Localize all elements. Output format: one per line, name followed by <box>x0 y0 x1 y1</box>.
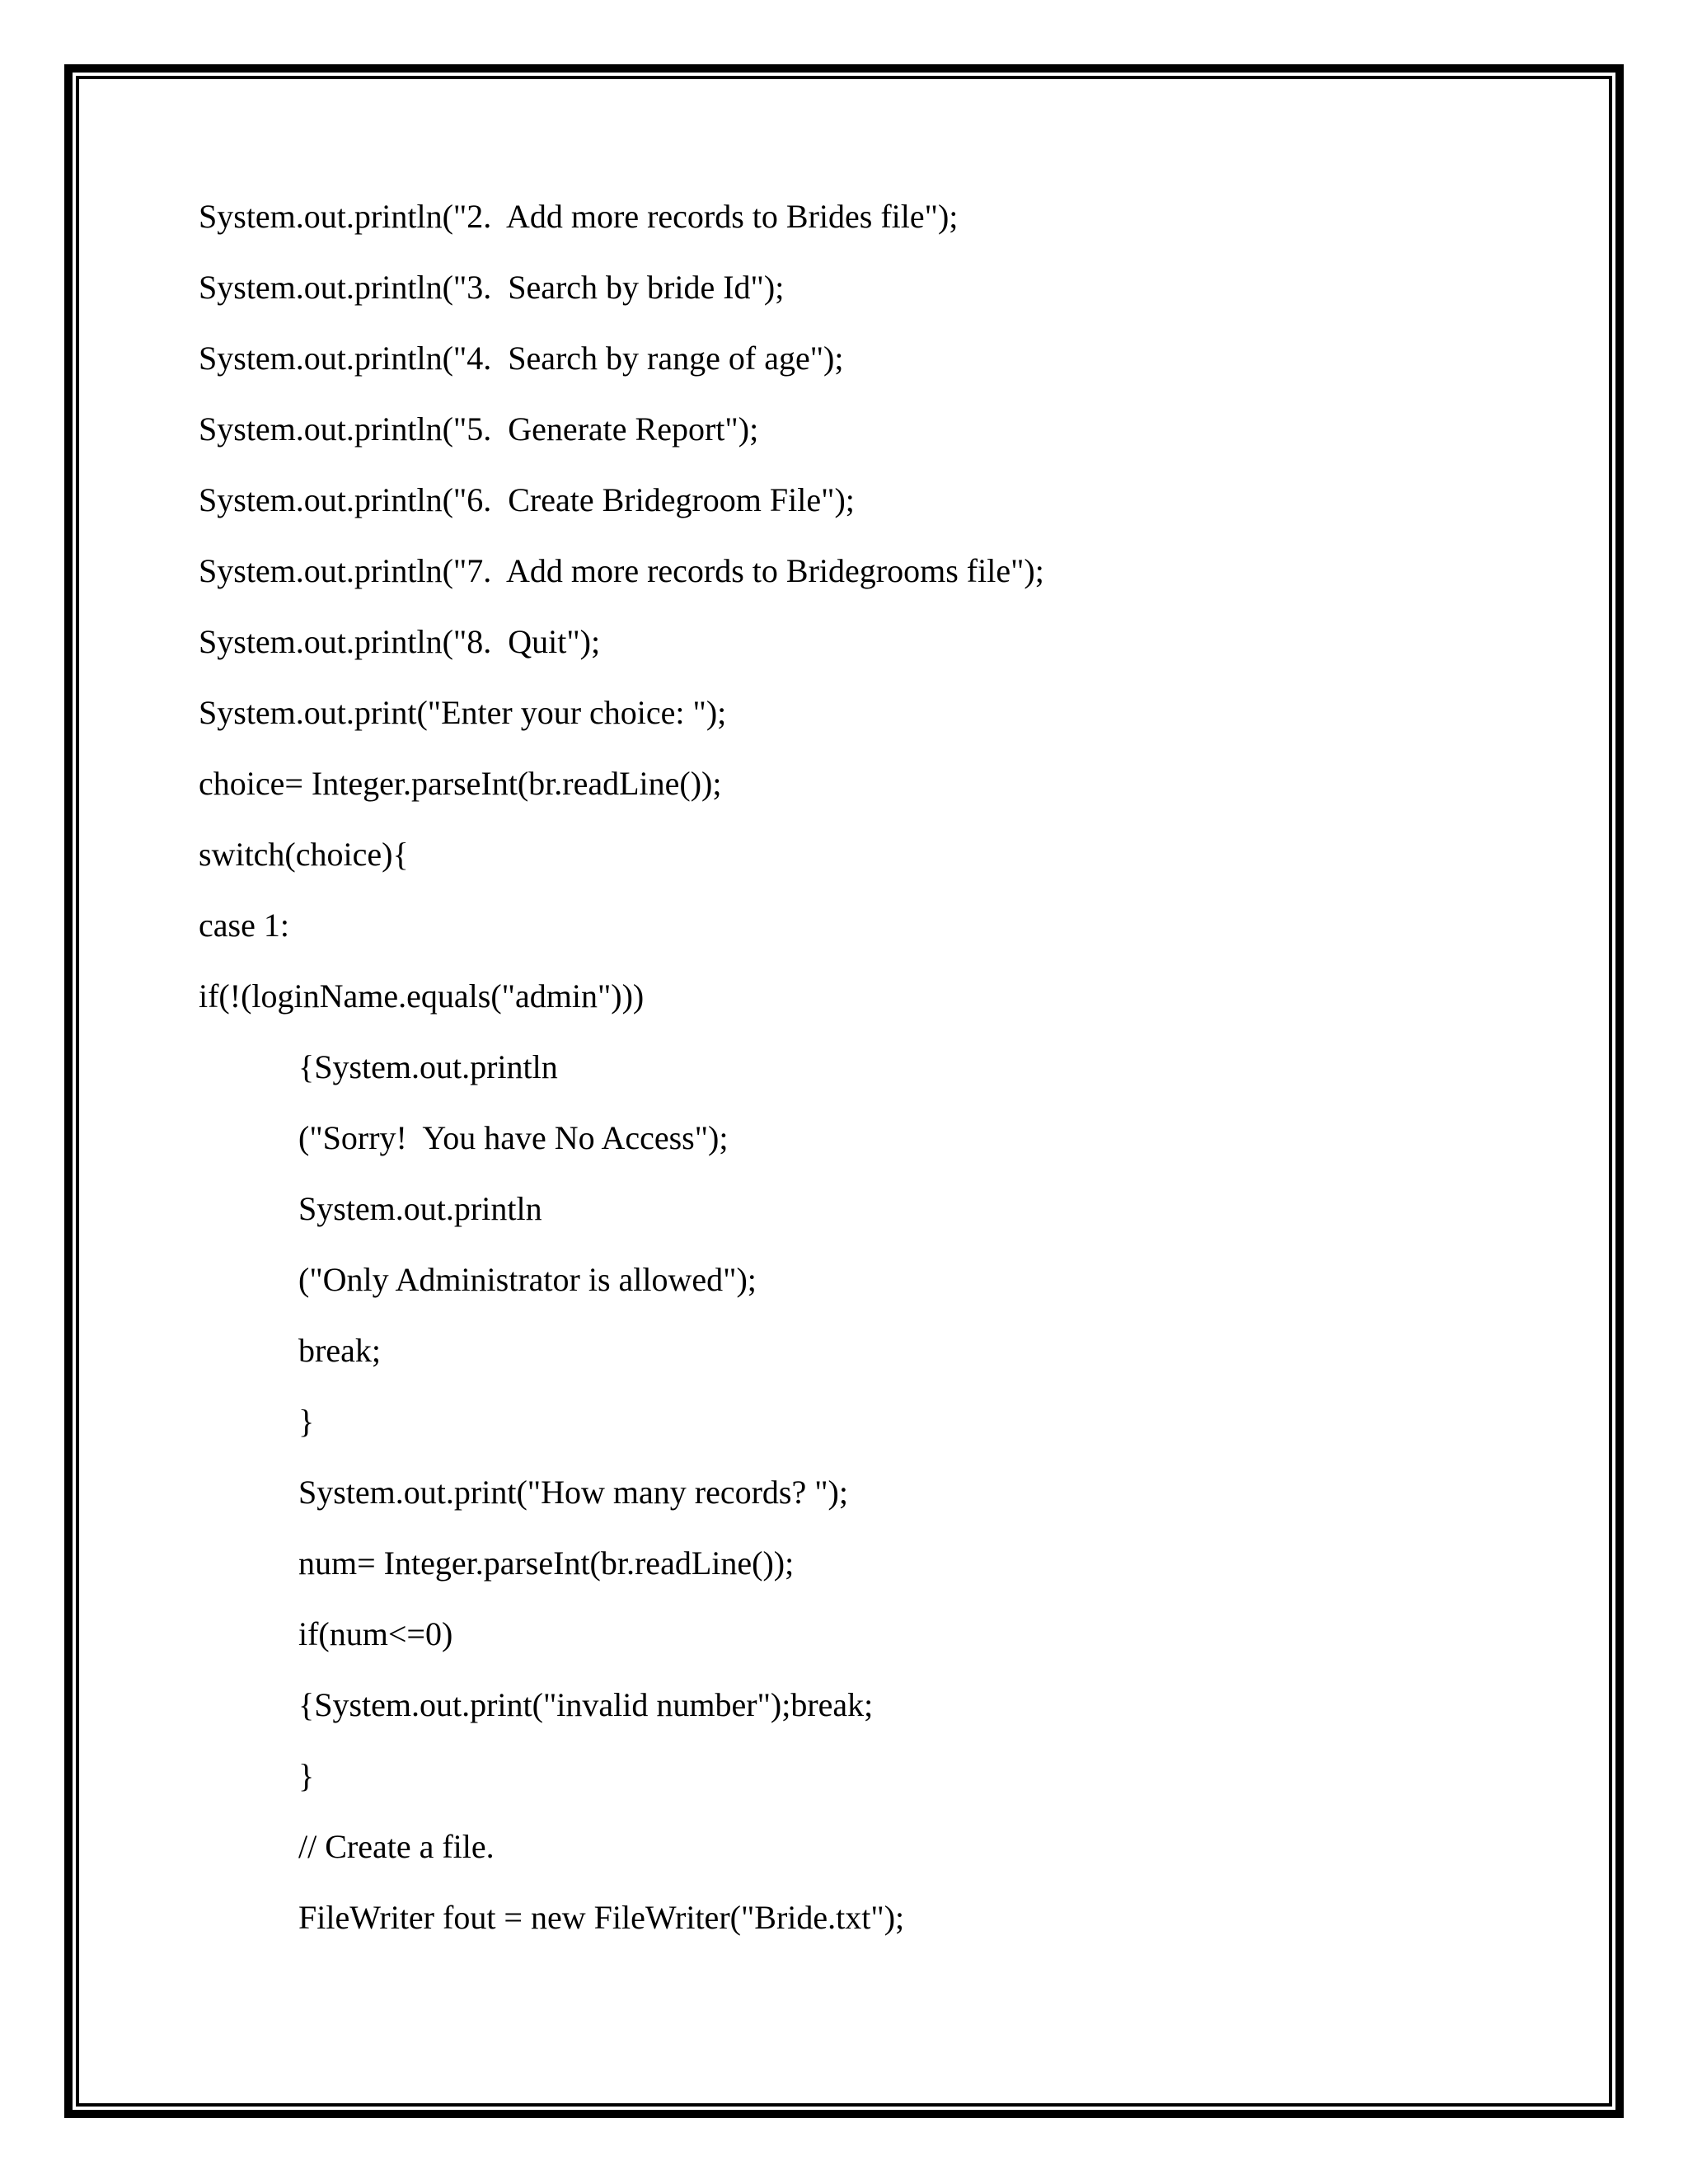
code-line: choice= Integer.parseInt(br.readLine()); <box>199 765 722 802</box>
code-line: System.out.println("7. Add more records to Bridegrooms file"); <box>199 552 1044 589</box>
code-line: System.out.print("How many records? "); <box>298 1474 848 1511</box>
code-line: System.out.println("4. Search by range of age"); <box>199 340 844 377</box>
code-line: } <box>298 1403 315 1440</box>
code-line: switch(choice){ <box>199 836 409 873</box>
code-line: if(num<=0) <box>298 1615 453 1652</box>
code-line: System.out.println("5. Generate Report"); <box>199 410 759 448</box>
code-line: num= Integer.parseInt(br.readLine()); <box>298 1544 795 1582</box>
code-line: System.out.println("3. Search by bride Id"); <box>199 269 785 306</box>
code-line: ("Sorry! You have No Access"); <box>298 1119 729 1156</box>
code-line: ("Only Administrator is allowed"); <box>298 1261 757 1298</box>
page-border-inner <box>76 76 1612 2107</box>
code-line: {System.out.println <box>298 1048 558 1085</box>
code-line: System.out.println("2. Add more records to Brides file"); <box>199 198 959 235</box>
code-line: FileWriter fout = new FileWriter("Bride.txt"); <box>298 1899 905 1936</box>
code-line: System.out.println("8. Quit"); <box>199 623 601 660</box>
code-line: System.out.println <box>298 1190 542 1227</box>
code-line: // Create a file. <box>298 1828 495 1865</box>
code-line: System.out.print("Enter your choice: "); <box>199 694 727 731</box>
code-line: case 1: <box>199 907 289 944</box>
code-line: System.out.println("6. Create Bridegroom File"); <box>199 481 855 518</box>
code-line: if(!(loginName.equals("admin"))) <box>199 977 645 1015</box>
code-line: } <box>298 1757 315 1794</box>
code-line: break; <box>298 1332 381 1369</box>
code-line: {System.out.print("invalid number");break; <box>298 1686 874 1723</box>
